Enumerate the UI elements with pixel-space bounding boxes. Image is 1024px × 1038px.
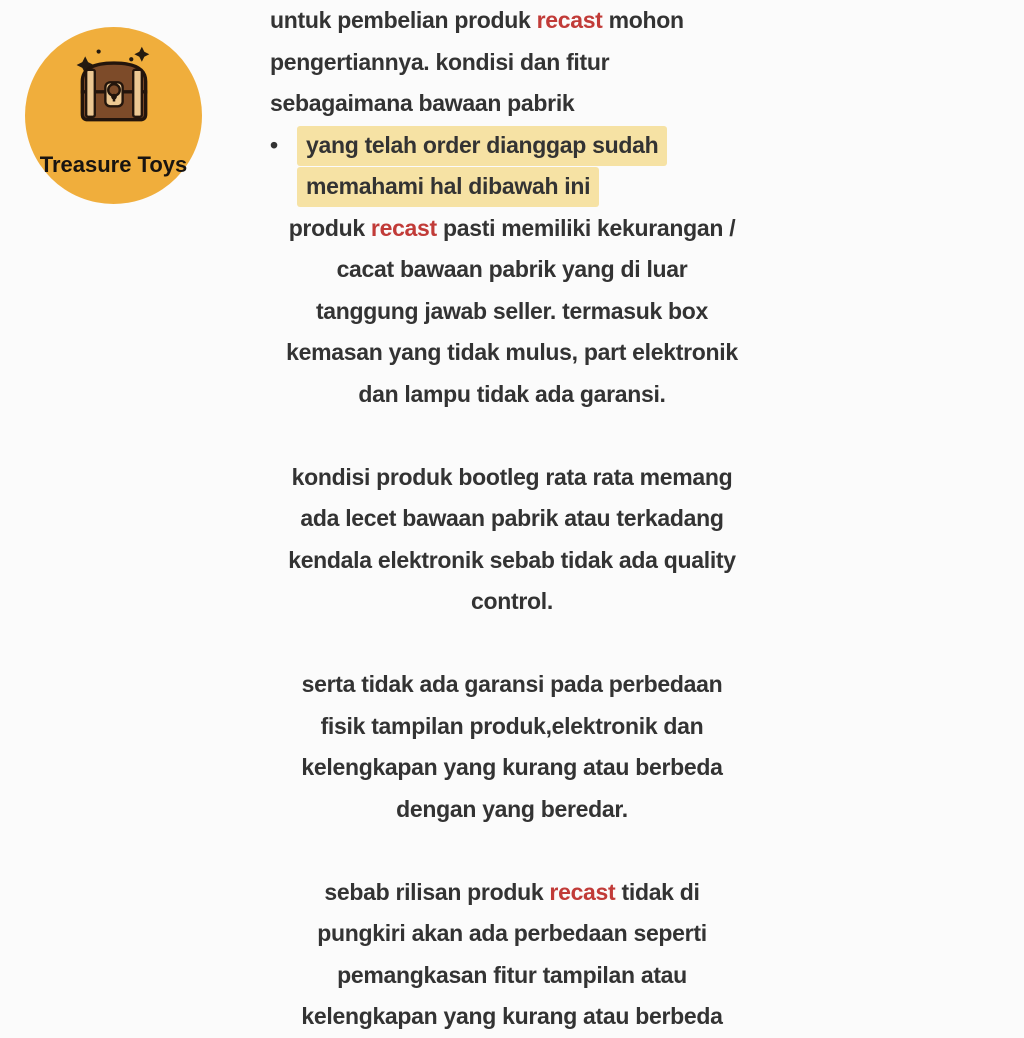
text-segment: control.: [471, 588, 553, 614]
text-segment: sebagaimana bawaan pabrik: [270, 90, 575, 116]
paragraph: [270, 0, 754, 125]
text-segment: memahami hal dibawah ini: [306, 173, 591, 199]
text-line: [270, 208, 754, 250]
text-segment: serta tidak ada garansi pada perbedaan: [301, 671, 723, 697]
text-segment: fisik tampilan produk,elektronik dan: [320, 712, 704, 739]
text-line: [270, 747, 754, 789]
text-line: [270, 83, 754, 125]
text-line: [270, 0, 754, 42]
text-line: [270, 291, 754, 333]
highlighted-text: [297, 126, 667, 166]
text-segment: dan lampu tidak ada garansi.: [358, 380, 666, 407]
text-line: [270, 42, 754, 84]
text-line: [270, 166, 754, 208]
text-line: [270, 996, 754, 1038]
text-line: [270, 664, 754, 706]
text-line: [270, 872, 754, 914]
text-line: [270, 706, 754, 748]
text-segment: pasti memiliki kekurangan /: [436, 214, 736, 241]
text-segment: tidak di: [615, 878, 700, 905]
text-line: [270, 955, 754, 997]
text-segment: kelengkapan yang kurang atau berbeda: [301, 754, 723, 780]
text-segment: ada lecet bawaan pabrik atau terkadang: [300, 505, 724, 531]
paragraph: [270, 664, 754, 830]
text-segment: kendala elektronik sebab tidak ada quality: [288, 546, 736, 573]
bullet-dot: •: [270, 131, 278, 158]
text-line: [270, 540, 754, 582]
text-segment: cacat bawaan pabrik yang di luar: [336, 256, 688, 282]
text-segment: sebab rilisan produk: [324, 878, 550, 905]
text-segment: yang telah order dianggap sudah: [306, 131, 659, 158]
paragraph: [270, 125, 754, 208]
disclaimer-text: [270, 0, 754, 1038]
brand-name: Treasure Toys: [39, 152, 188, 177]
recast-keyword: recast: [549, 878, 616, 905]
recast-keyword: recast: [370, 214, 437, 241]
paragraph: [270, 208, 754, 416]
recast-keyword: recast: [536, 7, 603, 33]
highlighted-text: [297, 167, 599, 207]
text-line: [270, 457, 754, 499]
text-segment: pemangkasan fitur tampilan atau: [337, 961, 687, 988]
text-line: [270, 125, 754, 167]
text-segment: dengan yang beredar.: [396, 795, 628, 822]
text-segment: kondisi produk bootleg rata rata memang: [291, 463, 733, 490]
text-segment: pengertiannya. kondisi dan fitur: [270, 48, 610, 75]
text-line: [270, 498, 754, 540]
text-line: [270, 332, 754, 374]
paragraph: [270, 457, 754, 623]
text-line: [270, 789, 754, 831]
text-segment: kemasan yang tidak mulus, part elektronik: [286, 339, 738, 365]
text-segment: kelengkapan yang kurang atau berbeda: [301, 1003, 723, 1029]
brand-logo: [25, 27, 202, 204]
text-segment: produk: [288, 214, 371, 241]
text-line: [270, 374, 754, 416]
text-segment: untuk pembelian produk: [270, 7, 537, 33]
text-line: [270, 249, 754, 291]
text-segment: mohon: [602, 7, 684, 33]
treasure-chest-icon: [56, 41, 172, 137]
text-line: [270, 581, 754, 623]
text-segment: tanggung jawab seller. termasuk box: [315, 297, 709, 324]
paragraph: [270, 872, 754, 1038]
text-segment: pungkiri akan ada perbedaan seperti: [317, 920, 707, 946]
text-line: [270, 913, 754, 955]
